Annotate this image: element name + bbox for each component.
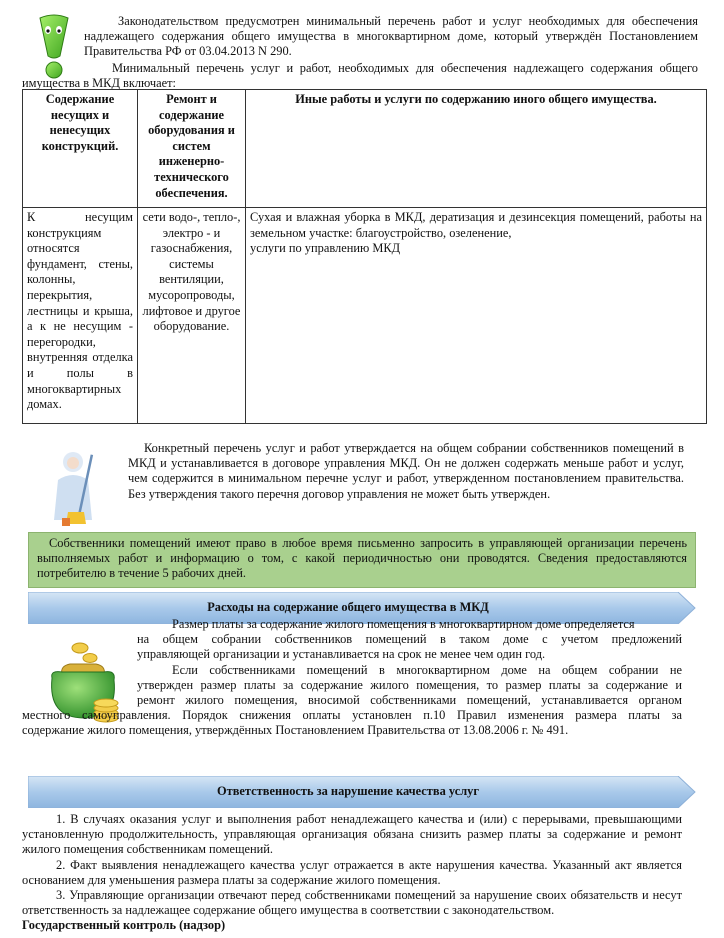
approval-paragraph: Конкретный перечень услуг и работ утверждается на общем собрании собственников помещений в МКД и устанавливается в договоре управления МКД. Он не должен содержать меньше работ и услуг, чем содержится в минимальном перечне услуг и работ, утвержденном постановлением правительства. Без утверждения такого перечня договор управления не может быть утвержден. [128, 441, 684, 501]
table-cell-other-line1: Сухая и влажная уборка в МКД, дератизация и дезинсекция помещений, работы на земельном участке: благоустройство, озеленение, [250, 210, 702, 240]
intro-paragraph-2: Минимальный перечень услуг и работ, необходимых для обеспечения надлежащего содержания общего имущества в МКД включает: [22, 61, 698, 91]
payment-line-4: Если собственниками помещений в многоквартирном доме на общем собрании не [172, 662, 682, 677]
payment-line-8: содержание жилого помещения, утверждённых Постановлением Правительства от 13.08.2006 г. № 491. [22, 723, 569, 738]
payment-text [22, 617, 682, 739]
payment-line-2: на общем собрании собственников помещений в таком доме с учетом предложений [137, 632, 682, 647]
table-cell-equipment: сети водо-, тепло-, электро - и газоснабжения, системы вентиляции, мусоропроводы, лифтовое и другое оборудование. [138, 208, 246, 424]
table-header-equipment: Ремонт и содержание оборудования и систем инженерно-технического обеспечения. [138, 90, 246, 208]
expenses-banner-title: Расходы на содержание общего имущества в МКД [207, 600, 489, 615]
table-header-other: Иные работы и услуги по содержанию иного общего имущества. [246, 90, 707, 208]
payment-line-7: местного самоуправления. Порядок снижения оплаты установлен п.10 Правил изменения размера платы за [22, 708, 682, 723]
responsibility-item-2: 2. Факт выявления ненадлежащего качества услуг отражается в акте нарушения качества. Указанный акт является основанием для уменьшения размера платы за содержание жилого помещения. [22, 857, 682, 887]
table-header-structures: Содержание несущих и ненесущих конструкций. [23, 90, 138, 208]
table-cell-structures: К несущим конструкциям относятся фундамент, стены, колонны, перекрытия, лестницы и крыша, а к не несущим - перегородки, внутренняя отделка и полы в многоквартирных домах. [23, 208, 138, 424]
payment-line-5: утвержден размер платы за содержание жилого помещения, то размер платы за содержание и [137, 677, 682, 692]
table-cell-other-line2: услуги по управлению МКД [250, 241, 401, 256]
responsibility-banner [28, 776, 696, 808]
intro-paragraph-1: Законодательством предусмотрен минимальный перечень работ и услуг необходимых для обеспечения надлежащего содержания общего имущества в многоквартирном доме, который утверждён Постановлением Правительства РФ от 03.04.2013 N 290. [84, 14, 698, 59]
responsibility-item-3: 3. Управляющие организации отвечают перед собственниками помещений за нарушение своих обязательств и несут ответственность за надлежащее содержание общего имущества в соответствии с законодательством. [22, 888, 682, 918]
payment-line-6: ремонт жилого помещения, вносимой собственниками помещений, устанавливается органом [137, 693, 682, 708]
approval-text [128, 441, 684, 502]
cleaning-woman-icon [40, 446, 106, 528]
intro-text [84, 14, 698, 60]
state-control-heading: Государственный контроль (надзор) [22, 918, 226, 932]
table-cell-other [246, 208, 707, 424]
notice-text: Собственники помещений имеют право в любое время письменно запросить в управляющей организации перечень выполняемых работ и информацию о том, с какой периодичностью они проводятся. Сведения предоставляются потребителю в течение 5 рабочих дней. [37, 536, 687, 581]
responsibility-text [22, 812, 682, 918]
notice-box [28, 532, 696, 588]
payment-line-1: Размер платы за содержание жилого помещения в многоквартирном доме определяется [172, 617, 635, 631]
payment-line-3: управляющей организации и устанавливается на срок не менее чем один год. [137, 647, 546, 662]
table-header-row [23, 90, 707, 208]
responsibility-banner-title: Ответственность за нарушение качества услуг [217, 784, 479, 799]
responsibility-item-1: 1. В случаях оказания услуг и выполнения работ ненадлежащего качества и (или) с перерывами, превышающими установленную продолжительность, управляющая организация обязана снизить размер платы за содержание и ремонт жилого помещения собственникам помещений. [22, 812, 682, 857]
table-row [23, 208, 707, 424]
services-table [22, 89, 707, 424]
